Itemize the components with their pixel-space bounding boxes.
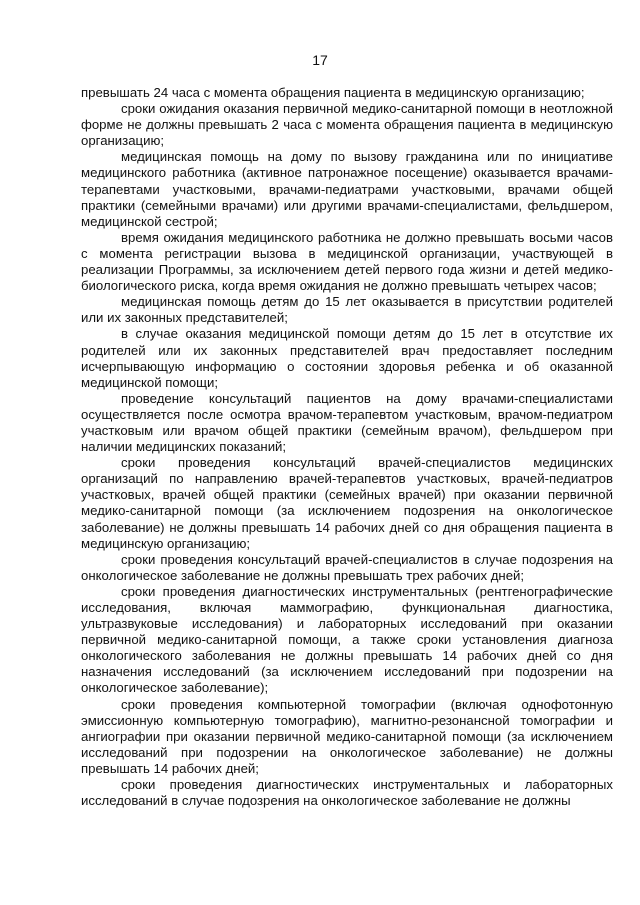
paragraph-children-parents: медицинская помощь детям до 15 лет оказывается в присутствии родителей или их законных представителей;: [81, 294, 613, 326]
paragraph-oncology-diagnostics-terms: сроки проведения диагностических инструментальных и лабораторных исследований в случае подозрения на онкологическое заболевание не должны: [81, 777, 613, 809]
paragraph-home-consultations: проведение консультаций пациентов на дому врачами-специалистами осуществляется после осмотра врачом-терапевтом участковым, врачом-педиатром участковым или врачом общей практики (семейным врачом), фельдшером при наличии медицинских показаний;: [81, 390, 613, 455]
paragraph-ct-mri-terms: сроки проведения компьютерной томографии (включая однофотонную эмиссионную компьютерную томографию), магнитно-резонансной томографии и ангиографии при оказании первичной медико-санитарной помощи (за исключением исследований при подозрении на онкологическое заболевание) не должны превышать 14 рабочих дней;: [81, 696, 613, 776]
page-number: 17: [312, 52, 328, 68]
paragraph-oncology-consult-terms: сроки проведения консультаций врачей-специалистов в случае подозрения на онкологическое заболевание не должны превышать трех рабочих дней;: [81, 551, 613, 583]
paragraph-urgent-care-wait: сроки ожидания оказания первичной медико-санитарной помощи в неотложной форме не должны превышать 2 часа с момента обращения пациента в медицинскую организацию;: [81, 101, 613, 149]
document-body: [81, 85, 613, 809]
paragraph-home-visit-wait: время ожидания медицинского работника не должно превышать восьми часов с момента регистрации вызова в медицинской организации, участвующей в реализации Программы, за исключением детей первого года жизни и детей медико-биологического риска, когда время ожидания не должно превышать четырех часов;: [81, 229, 613, 294]
paragraph-specialist-consult-terms: сроки проведения консультаций врачей-специалистов медицинских организаций по направлению врачей-терапевтов участковых, врачей-педиатров участковых, врачей общей практики (семейных врачей) при оказании первичной медико-санитарной помощи (за исключением подозрения на онкологическое заболевание) не должны превышать 14 рабочих дней со дня обращения пациента в медицинскую организацию;: [81, 455, 613, 551]
paragraph-diagnostics-terms: сроки проведения диагностических инструментальных (рентгенографические исследования, включая маммографию, функциональная диагностика, ультразвуковые исследования) и лабораторных исследований при оказании первичной медико-санитарной помощи, а также сроки установления диагноза онкологического заболевания не должны превышать 14 рабочих дней со дня назначения исследований (за исключением исследований при подозрении на онкологическое заболевание);: [81, 583, 613, 696]
paragraph-children-info: в случае оказания медицинской помощи детям до 15 лет в отсутствие их родителей или их законных представителей врач предоставляет последним исчерпывающую информацию о состоянии здоровья ребенка и об оказанной медицинской помощи;: [81, 326, 613, 390]
paragraph-continuation: превышать 24 часа с момента обращения пациента в медицинскую организацию;: [81, 85, 585, 100]
paragraph-home-visit: медицинская помощь на дому по вызову гражданина или по инициативе медицинского работника (активное патронажное посещение) оказывается врачами-терапевтами участковыми, врачами-педиатрами участковыми, врачами общей практики (семейными врачами) или другими врачами-специалистами, фельдшером, медицинской сестрой;: [81, 149, 613, 229]
